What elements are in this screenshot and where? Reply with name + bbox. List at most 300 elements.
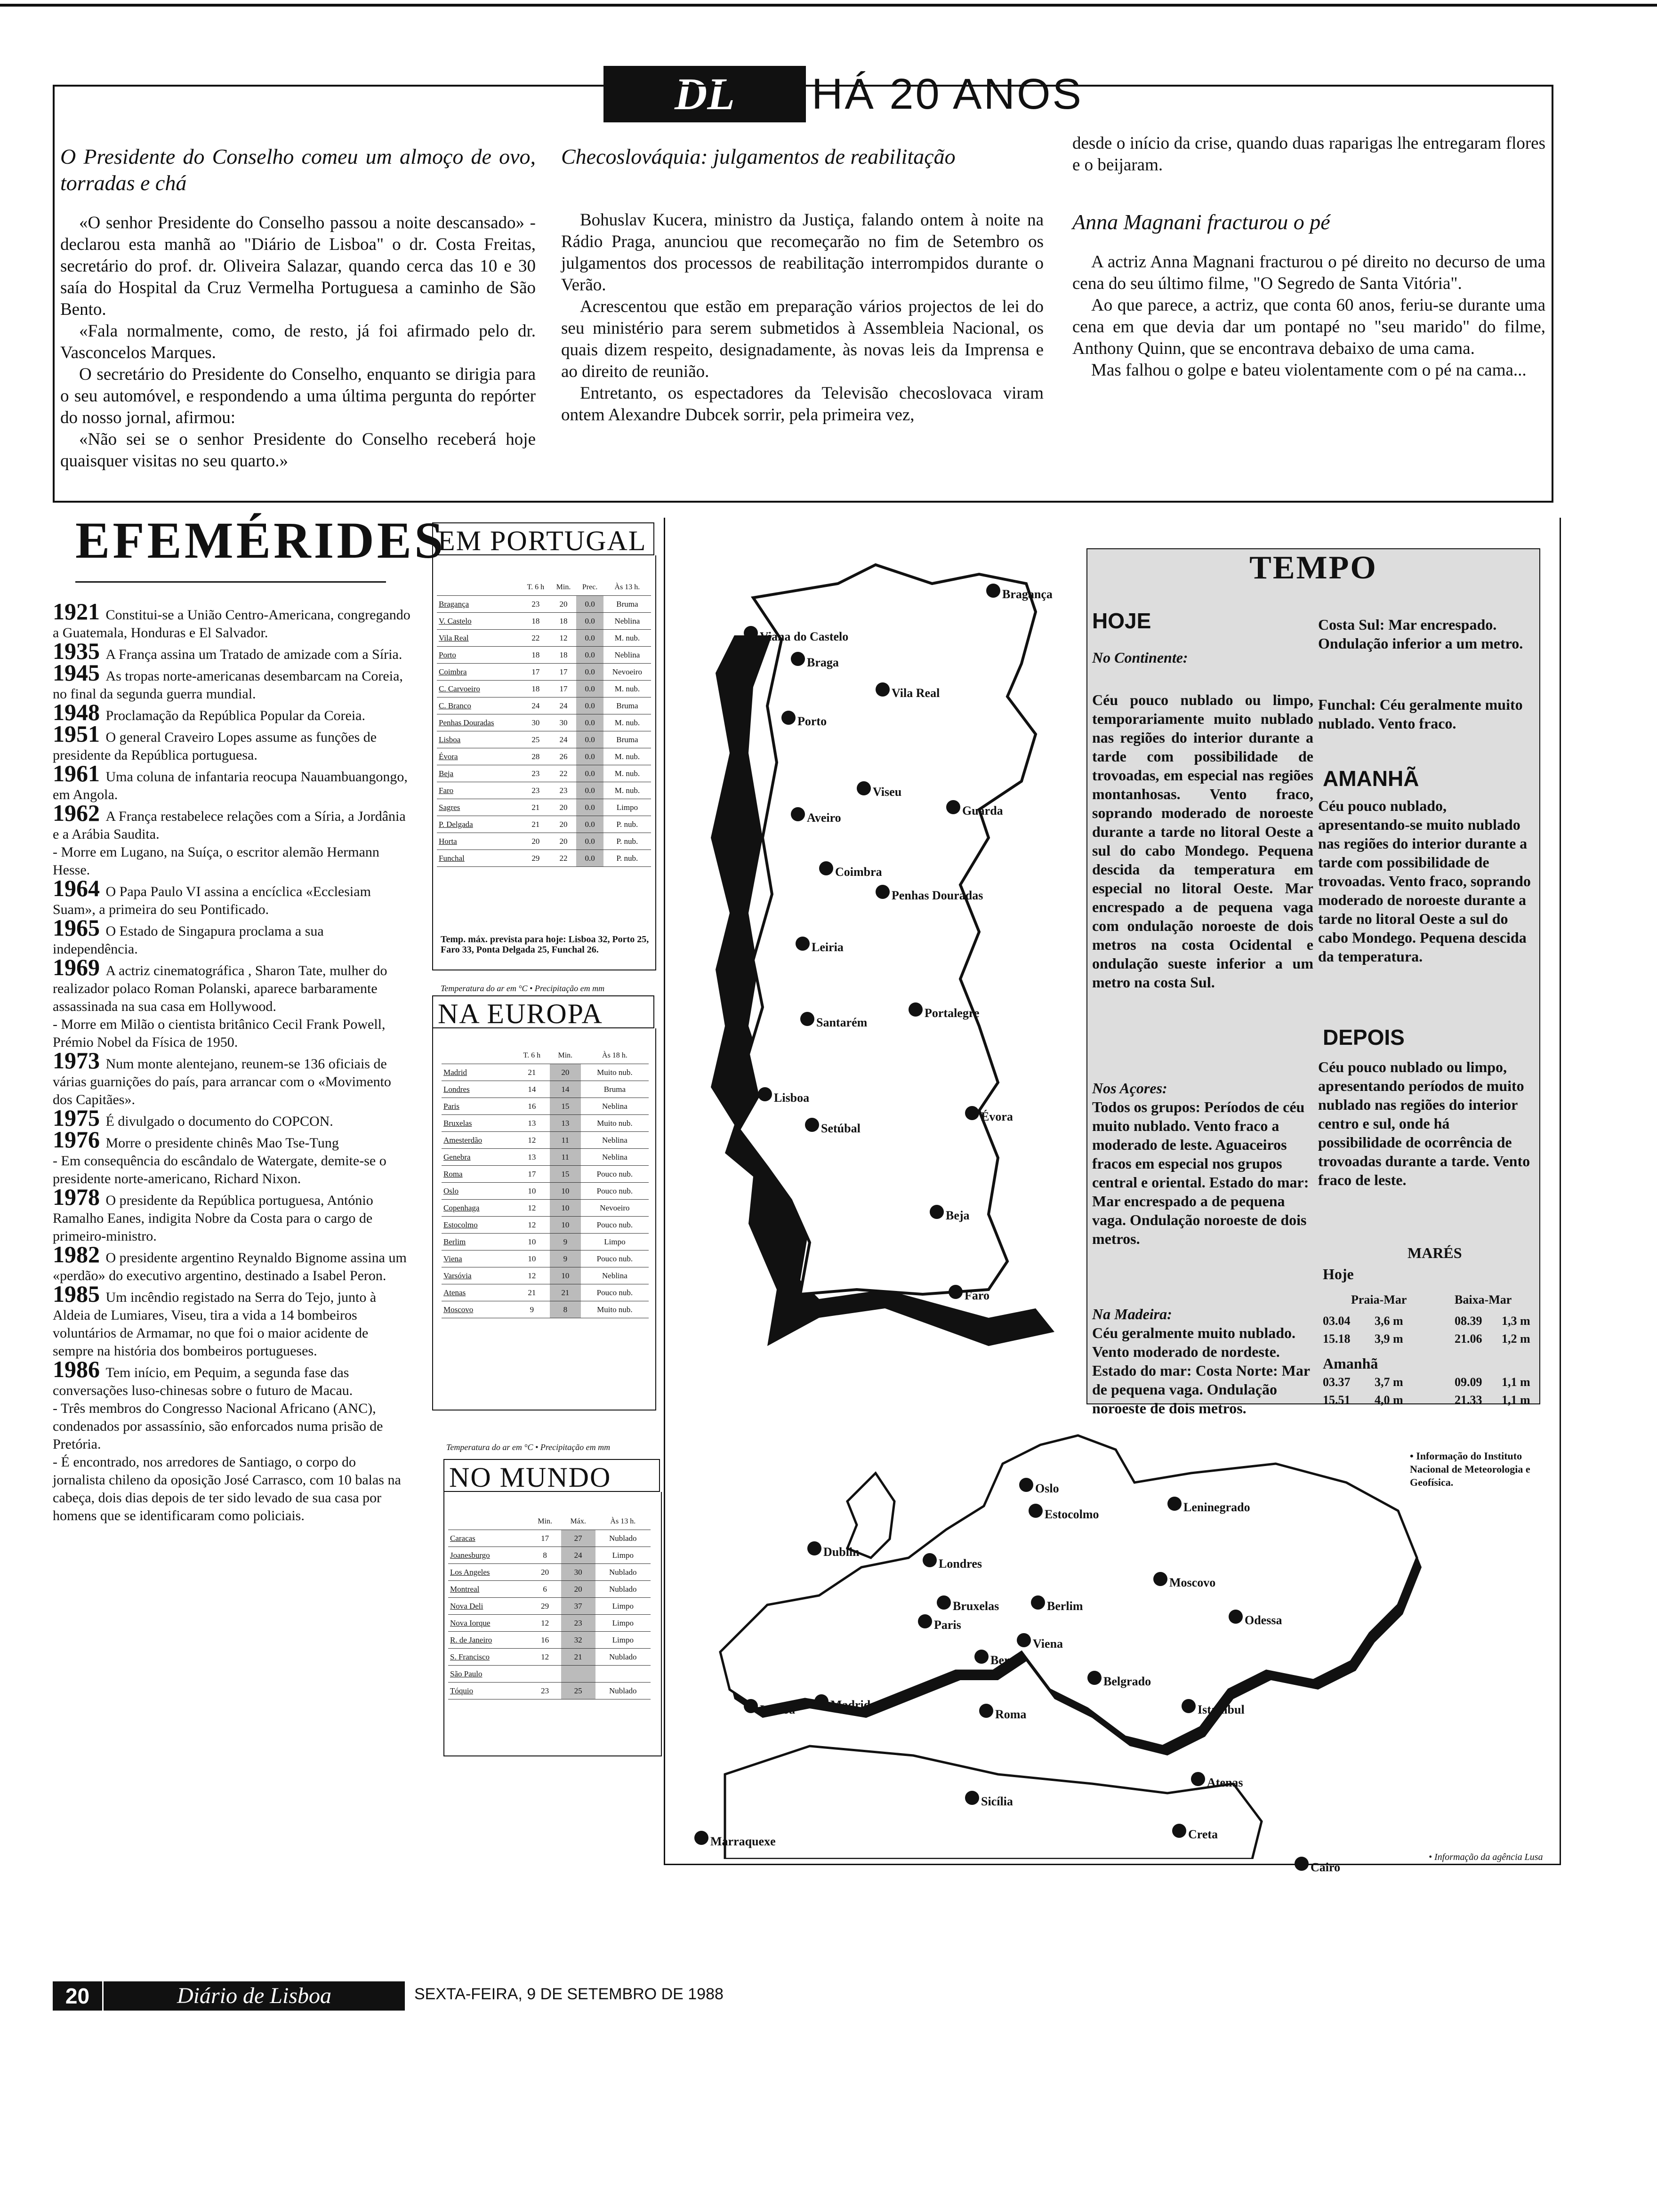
city-marker	[876, 682, 890, 697]
table-value-cell: 24	[551, 697, 577, 714]
table-row	[448, 1615, 651, 1632]
table-value-cell: 0.0	[576, 731, 603, 748]
table-value-cell: 12	[514, 1217, 550, 1234]
table-row	[437, 833, 651, 850]
table-value-cell: 32	[561, 1632, 595, 1649]
city-marker	[758, 1087, 772, 1101]
table-value-cell: M. nub.	[603, 782, 651, 799]
table-value-cell: 0.0	[576, 697, 603, 714]
table-city-cell: Genebra	[442, 1149, 514, 1166]
table-value-cell: 0.0	[576, 799, 603, 816]
table-row	[448, 1632, 651, 1649]
table-row	[442, 1183, 649, 1200]
table-value-cell: 8	[550, 1301, 581, 1318]
efemeride-text: A França assina um Tratado de amizade com a Síria.	[105, 647, 402, 662]
table-value-cell: 0.0	[576, 630, 603, 647]
table-row	[437, 816, 651, 833]
efemeride-text: Morre o presidente chinês Mao Tse-Tung	[105, 1135, 339, 1151]
city-marker	[819, 861, 833, 875]
tempo-madeira-label: Na Madeira:	[1092, 1306, 1172, 1322]
table-city-cell: Tóquio	[448, 1683, 529, 1699]
table-value-cell: Neblina	[581, 1132, 649, 1149]
table-row	[437, 850, 651, 867]
efemeride-year: 1948	[53, 699, 106, 725]
city-marker	[965, 1791, 979, 1805]
tempo-title: TEMPO	[1249, 550, 1377, 586]
city-label: Lisboa	[760, 1703, 796, 1716]
efemeride-year: 1973	[53, 1047, 106, 1074]
table-city-cell: Paris	[442, 1098, 514, 1115]
city-marker	[1087, 1671, 1102, 1685]
city-label: Bruxelas	[953, 1599, 999, 1613]
table-value-cell: 11	[550, 1132, 581, 1149]
table-value-cell: Pouco nub.	[581, 1183, 649, 1200]
dl-logo: DL	[603, 66, 806, 122]
efemeride-item	[53, 1152, 410, 1188]
table-value-cell: 12	[529, 1615, 561, 1632]
table-city-cell: Copenhaga	[442, 1200, 514, 1217]
efemeride-text: Tem início, em Pequim, a segunda fase das conversações luso-chinesas sobre o futuro de Macau.	[53, 1365, 353, 1398]
table-value-cell: 0.0	[576, 850, 603, 867]
table-value-cell: 24	[521, 697, 550, 714]
efemeride-year: 1961	[53, 760, 106, 786]
efemeride-text: Um incêndio registado na Serra do Tejo, junto à Aldeia de Lumiares, Viseu, tira a vida a 14 bombeiros voluntários de Armamar, no que foi o maior acidente de sempre na história dos bombeiros portugueses.	[53, 1290, 377, 1359]
mares-value: 21.33	[1455, 1393, 1482, 1407]
city-marker	[1153, 1572, 1167, 1586]
table-row	[437, 731, 651, 748]
table-value-cell: 21	[514, 1064, 550, 1081]
city-label: Lisboa	[774, 1091, 810, 1105]
em-portugal-header	[432, 522, 654, 555]
agency-credit: • Informação da agência Lusa	[1429, 1852, 1543, 1862]
table-value-cell: 0.0	[576, 647, 603, 664]
efemeride-item	[53, 1400, 410, 1453]
table-row	[437, 613, 651, 630]
table-value-cell: 17	[529, 1530, 561, 1547]
city-marker	[805, 1118, 819, 1132]
table-value-cell: 0.0	[576, 681, 603, 697]
table-value-cell: 18	[551, 613, 577, 630]
table-city-cell: P. Delgada	[437, 816, 521, 833]
efemeride-year: 1951	[53, 721, 106, 747]
table-row	[437, 630, 651, 647]
no-mundo-header	[443, 1459, 660, 1492]
tempo-continente-text: Céu pouco nublado ou limpo, temporariamente muito nublado nas regiões do interior durante a tarde com possibilidade de trovoadas, em especial nas regiões montanhosas. Vento fraco, soprando moderado de noroeste durante a tarde no litoral Oeste a sul do cabo Mondego. Pequena descida da temperatura em especial no litoral Oeste. Mar encrespado a de pequena vaga com ondulação noroeste de dois metros na costa Ocidental e ondulação sueste inferior a um metro na costa Sul.	[1092, 691, 1313, 991]
table-city-cell: Viena	[442, 1250, 514, 1267]
efemeride-item	[53, 1241, 410, 1285]
table-row	[448, 1598, 651, 1615]
table-row	[448, 1649, 651, 1666]
table-header-cell: Às 13 h.	[603, 579, 651, 596]
city-marker	[1029, 1504, 1043, 1518]
table-value-cell: 21	[550, 1284, 581, 1301]
table-value-cell: 20	[529, 1564, 561, 1581]
efemeride-text: As tropas norte-americanas desembarcam na Coreia, no final da segunda guerra mundial.	[53, 668, 403, 702]
table-value-cell: 10	[550, 1183, 581, 1200]
story-paragraph: A actriz Anna Magnani fracturou o pé direito no decurso de uma cena do seu último filme, "O Segredo de Santa Vitória".	[1072, 252, 1545, 293]
table-value-cell: 22	[551, 765, 577, 782]
table-value-cell: 28	[521, 748, 550, 765]
table-city-cell: São Paulo	[448, 1666, 529, 1683]
table-city-cell: R. de Janeiro	[448, 1632, 529, 1649]
table-city-cell: Funchal	[437, 850, 521, 867]
table-value-cell: Bruma	[603, 596, 651, 613]
efemeride-item	[53, 598, 410, 642]
tempo-amanha-text: Céu pouco nublado, apresentando-se muito nublado nas regiões do interior durante a tarde com possibilidade de trovoadas. Vento fraco, soprando moderado de noroeste durante a tarde no litoral Oeste a sul do cabo Mondego. Pequena descida da temperatura.	[1318, 797, 1531, 965]
table-value-cell: 14	[550, 1081, 581, 1098]
table-value-cell: 18	[521, 613, 550, 630]
table-city-cell: Caracas	[448, 1530, 529, 1547]
table-header-cell: Min.	[529, 1513, 561, 1530]
city-marker	[876, 885, 890, 899]
table-value-cell: Limpo	[595, 1632, 651, 1649]
table-value-cell: 12	[529, 1649, 561, 1666]
city-marker	[909, 1002, 923, 1017]
mares-value: 15.18	[1323, 1332, 1351, 1346]
efemeride-year: 1975	[53, 1105, 106, 1131]
city-label: Bragança	[1002, 587, 1053, 601]
city-marker	[814, 1694, 828, 1708]
table-city-cell: Roma	[442, 1166, 514, 1183]
efemeride-year: 1986	[53, 1356, 106, 1382]
table-value-cell: M. nub.	[603, 630, 651, 647]
na-europa-table	[442, 1047, 649, 1318]
table-value-cell: 0.0	[576, 714, 603, 731]
table-city-cell: Porto	[437, 647, 521, 664]
efemeride-text: - Morre em Milão o cientista britânico Cecil Frank Powell, Prémio Nobel da Física de 1950.	[53, 1017, 386, 1050]
table-value-cell: Nevoeiro	[581, 1200, 649, 1217]
table-value-cell: 18	[521, 681, 550, 697]
efemeride-year: 1962	[53, 800, 106, 826]
table-value-cell: 29	[529, 1598, 561, 1615]
mares-value: 15.51	[1323, 1393, 1351, 1407]
table-value-cell: Pouco nub.	[581, 1250, 649, 1267]
table-value-cell: 22	[551, 850, 577, 867]
table-row	[437, 714, 651, 731]
table-value-cell: 16	[529, 1632, 561, 1649]
tempo-madeira-text: Céu geralmente muito nublado. Vento moderado de nordeste. Estado do mar: Costa Norte: Mar de pequena vaga. Ondulação noroeste de dois metros.	[1092, 1324, 1310, 1417]
city-label: Oslo	[1035, 1482, 1059, 1495]
efemeride-item	[53, 638, 410, 664]
city-marker	[923, 1553, 937, 1567]
city-label: Penhas Douradas	[892, 889, 983, 902]
table-value-cell: Nublado	[595, 1683, 651, 1699]
efemeride-item	[53, 1105, 410, 1131]
table-value-cell: M. nub.	[603, 765, 651, 782]
efemeride-text: O presidente da República portuguesa, António Ramalho Eanes, indigita Nobre da Costa para o cargo de primeiro-ministro.	[53, 1193, 373, 1244]
efemeride-item	[53, 699, 410, 725]
tempo-acores-label: Nos Açores:	[1092, 1080, 1167, 1097]
table-city-cell: Atenas	[442, 1284, 514, 1301]
europe-map	[668, 1417, 1469, 1859]
city-marker	[1019, 1478, 1033, 1492]
table-row	[442, 1115, 649, 1132]
city-marker	[694, 1831, 708, 1845]
table-value-cell: 20	[551, 816, 577, 833]
efemeride-text: - Três membros do Congresso Nacional Africano (ANC), condenados por assassínio, são enforcados numa prisão de Pretória.	[53, 1401, 383, 1452]
table-value-cell: 11	[550, 1149, 581, 1166]
table-value-cell: 10	[514, 1250, 550, 1267]
city-marker	[796, 937, 810, 951]
na-europa-header	[432, 995, 654, 1028]
efemerides-list	[53, 598, 410, 1525]
table-value-cell	[561, 1666, 595, 1683]
table-city-cell: Berlim	[442, 1234, 514, 1250]
table-value-cell: 0.0	[576, 833, 603, 850]
table-row	[437, 765, 651, 782]
city-marker	[744, 1699, 758, 1713]
table-value-cell: Pouco nub.	[581, 1166, 649, 1183]
table-value-cell: Neblina	[581, 1267, 649, 1284]
story-paragraph: Mas falhou o golpe e bateu violentamente com o pé na cama...	[1091, 361, 1527, 380]
table-city-cell: Joanesburgo	[448, 1547, 529, 1564]
city-marker	[857, 781, 871, 795]
em-portugal-note: Temp. máx. prevista para hoje: Lisboa 32, Porto 25, Faro 33, Ponta Delgada 25, Funchal 26.	[441, 934, 649, 955]
city-label: Viseu	[873, 785, 902, 799]
table-value-cell: 12	[514, 1267, 550, 1284]
mares-value: 3,7 m	[1375, 1375, 1403, 1389]
city-marker	[979, 1704, 993, 1718]
table-value-cell: 20	[550, 1064, 581, 1081]
efemeride-item	[53, 1047, 410, 1109]
efemeride-text: A França restabelece relações com a Síria, a Jordânia e a Arábia Saudita.	[53, 809, 406, 842]
table-row	[448, 1683, 651, 1699]
table-row	[448, 1581, 651, 1598]
table-value-cell: 20	[551, 799, 577, 816]
table-value-cell: 10	[550, 1200, 581, 1217]
city-label: Guarda	[962, 804, 1003, 817]
table-city-cell: Vila Real	[437, 630, 521, 647]
table-value-cell: 12	[514, 1132, 550, 1149]
story-checoslovaquia	[561, 144, 1044, 426]
efemeride-text: Constitui-se a União Centro-Americana, congregando a Guatemala, Honduras e El Salvador.	[53, 607, 410, 641]
table-value-cell: 9	[550, 1250, 581, 1267]
mares-label: MARÉS	[1408, 1244, 1462, 1261]
portugal-map	[697, 555, 1073, 1388]
table-value-cell: 0.0	[576, 596, 603, 613]
city-marker	[1182, 1699, 1196, 1713]
efemeride-text: O presidente argentino Reynaldo Bignome assina um «perdão» do executivo argentino, destinado a Isabel Peron.	[53, 1250, 407, 1283]
table-city-cell: Nova Deli	[448, 1598, 529, 1615]
city-marker	[1172, 1824, 1186, 1838]
table-value-cell: 17	[514, 1166, 550, 1183]
city-label: Roma	[995, 1707, 1027, 1721]
story-magnani	[1072, 133, 1545, 381]
efemeride-year: 1982	[53, 1241, 106, 1267]
city-marker	[937, 1595, 951, 1610]
table-value-cell: 21	[521, 816, 550, 833]
table-header-cell	[437, 579, 521, 596]
tempo-depois-label: DEPOIS	[1323, 1025, 1405, 1050]
city-label: Viana do Castelo	[760, 630, 849, 643]
footer-date: SEXTA-FEIRA, 9 DE SETEMBRO DE 1988	[414, 1985, 724, 2003]
table-city-cell: C. Branco	[437, 697, 521, 714]
table-row	[442, 1149, 649, 1166]
efemeride-text: O Papa Paulo VI assina a encíclica «Ecclesiam Suam», a primeira do seu Pontificado.	[53, 884, 371, 917]
table-header-cell: Às 18 h.	[581, 1047, 649, 1064]
efemeride-text: - Morre em Lugano, na Suíça, o escritor alemão Hermann Hesse.	[53, 844, 379, 878]
efemeride-item	[53, 954, 410, 1016]
efemeride-text: O Estado de Singapura proclama a sua independência.	[53, 923, 324, 957]
table-value-cell: 30	[521, 714, 550, 731]
efemeride-year: 1935	[53, 638, 106, 664]
table-row	[437, 748, 651, 765]
city-marker	[807, 1541, 821, 1555]
table-value-cell: 23	[521, 765, 550, 782]
mares-value: 1,2 m	[1502, 1332, 1530, 1346]
table-row	[442, 1250, 649, 1267]
table-city-cell: Montreal	[448, 1581, 529, 1598]
efemeride-item	[53, 800, 410, 843]
story-title: Anna Magnani fracturou o pé	[1072, 210, 1330, 234]
table-value-cell: 8	[529, 1547, 561, 1564]
efemeride-item	[53, 760, 410, 804]
table-value-cell: M. nub.	[603, 714, 651, 731]
table-value-cell: Nublado	[595, 1649, 651, 1666]
efemeride-item	[53, 1453, 410, 1525]
city-label: Paris	[934, 1618, 961, 1632]
table-value-cell: 14	[514, 1081, 550, 1098]
table-value-cell: 0.0	[576, 782, 603, 799]
efemeride-text: Proclamação da República Popular da Coreia.	[105, 708, 365, 723]
efemeride-item	[53, 914, 410, 958]
table-value-cell: Neblina	[603, 613, 651, 630]
no-mundo-title: NO MUNDO	[449, 1462, 611, 1493]
table-value-cell: Neblina	[581, 1098, 649, 1115]
table-value-cell: Muito nub.	[581, 1064, 649, 1081]
table-value-cell: 20	[551, 596, 577, 613]
table-value-cell: 17	[551, 681, 577, 697]
city-label: Faro	[965, 1289, 989, 1302]
table-value-cell: Bruma	[603, 697, 651, 714]
city-label: Porto	[797, 714, 827, 728]
paper-name: Diário de Lisboa	[104, 1981, 405, 2011]
table-row	[437, 647, 651, 664]
efemeride-year: 1965	[53, 914, 106, 941]
table-city-cell: Faro	[437, 782, 521, 799]
table-header-cell: Às 13 h.	[595, 1513, 651, 1530]
table-value-cell: 10	[550, 1267, 581, 1284]
table-header-cell	[448, 1513, 529, 1530]
em-portugal-footer: Temperatura do ar em °C • Precipitação em mm	[441, 984, 605, 993]
efemerides-title-text: EFEMÉRIDES	[75, 512, 446, 569]
table-value-cell: 20	[551, 833, 577, 850]
table-city-cell: S. Francisco	[448, 1649, 529, 1666]
city-label: Atenas	[1207, 1776, 1243, 1789]
table-value-cell: Limpo	[581, 1234, 649, 1250]
city-marker	[974, 1650, 989, 1664]
city-label: Santarém	[816, 1016, 868, 1029]
story-salazar	[60, 144, 536, 472]
table-city-cell: Horta	[437, 833, 521, 850]
table-city-cell: C. Carvoeiro	[437, 681, 521, 697]
table-value-cell: Muito nub.	[581, 1115, 649, 1132]
table-value-cell: 6	[529, 1581, 561, 1598]
mares-value: 08.39	[1455, 1314, 1482, 1328]
efemeride-year: 1985	[53, 1281, 106, 1307]
tempo-hoje-label: HOJE	[1092, 609, 1151, 633]
table-value-cell: Neblina	[581, 1149, 649, 1166]
table-value-cell: 17	[551, 664, 577, 681]
city-label: Coimbra	[835, 865, 882, 879]
efemeride-item	[53, 1281, 410, 1360]
city-label: Sicília	[981, 1795, 1013, 1808]
efemeride-item	[53, 1126, 410, 1153]
table-row	[442, 1267, 649, 1284]
table-value-cell: 24	[561, 1547, 595, 1564]
efemeride-text: Uma coluna de infantaria reocupa Nauambuangongo, em Angola.	[53, 769, 408, 802]
table-city-cell: Évora	[437, 748, 521, 765]
table-value-cell: 21	[521, 799, 550, 816]
table-city-cell: Amesterdão	[442, 1132, 514, 1149]
table-header-cell: Min.	[550, 1047, 581, 1064]
table-value-cell: 23	[551, 782, 577, 799]
city-label: Portalegre	[925, 1006, 980, 1020]
city-label: Vila Real	[892, 686, 940, 700]
city-marker	[1167, 1497, 1182, 1511]
table-value-cell: 26	[551, 748, 577, 765]
table-row	[442, 1132, 649, 1149]
efemeride-text: É divulgado o documento do COPCON.	[105, 1114, 333, 1129]
table-value-cell: 21	[561, 1649, 595, 1666]
table-value-cell: 0.0	[576, 613, 603, 630]
city-marker	[946, 800, 960, 814]
tempo-amanha-label: AMANHÃ	[1323, 766, 1419, 791]
efemeride-text: - É encontrado, nos arredores de Santiago, o corpo do jornalista chileno da oposição José Carrasco, com 10 balas na cabeça, dois dias depois de ter sido levado de sua casa por homens que se identificaram como policiais.	[53, 1454, 401, 1523]
story-paragraph: Ao que parece, a actriz, que conta 60 anos, feriu-se durante uma cena em que devia dar um pontapé no "seu marido" do filme, Anthony Quinn, que se encontrava debaixo de uma cama.	[1072, 296, 1545, 358]
city-marker	[918, 1614, 932, 1628]
table-value-cell: 25	[561, 1683, 595, 1699]
table-value-cell	[529, 1666, 561, 1683]
city-label: Beja	[946, 1209, 970, 1222]
mares-value: 09.09	[1455, 1375, 1482, 1389]
top-border-rule	[0, 4, 1657, 7]
mares-value: 4,0 m	[1375, 1393, 1403, 1407]
table-value-cell: 10	[550, 1217, 581, 1234]
table-row	[437, 782, 651, 799]
table-value-cell: 17	[521, 664, 550, 681]
table-value-cell: 0.0	[576, 748, 603, 765]
table-value-cell: 25	[521, 731, 550, 748]
table-value-cell: Nublado	[595, 1581, 651, 1598]
table-city-cell: Penhas Douradas	[437, 714, 521, 731]
city-marker	[1229, 1610, 1243, 1624]
table-value-cell: P. nub.	[603, 850, 651, 867]
table-row	[442, 1301, 649, 1318]
table-value-cell: 0.0	[576, 765, 603, 782]
table-value-cell: 15	[550, 1166, 581, 1183]
efemeride-item	[53, 659, 410, 703]
table-row	[442, 1064, 649, 1081]
story-paragraph: «O senhor Presidente do Conselho passou a noite descansado» - declarou esta manhã ao "Diário de Lisboa" o dr. Costa Freitas, secretário do prof. dr. Oliveira Salazar, quando cerca das 10 e 30 saía do Hospital da Cruz Vermelha Portuguesa a caminho de São Bento.	[60, 213, 536, 319]
table-value-cell: Limpo	[595, 1598, 651, 1615]
table-value-cell: 15	[550, 1098, 581, 1115]
mares-hoje-label: Hoje	[1323, 1266, 1354, 1282]
table-city-cell: Sagres	[437, 799, 521, 816]
mares-value: 1,3 m	[1502, 1314, 1530, 1328]
city-marker	[930, 1205, 944, 1219]
mares-col-praia: Praia-Mar	[1351, 1293, 1407, 1306]
table-value-cell: 20	[561, 1581, 595, 1598]
city-label: Leninegrado	[1183, 1500, 1250, 1514]
city-marker	[949, 1285, 963, 1299]
city-marker	[1191, 1772, 1205, 1786]
mares-value: 1,1 m	[1502, 1393, 1530, 1407]
table-city-cell: Lisboa	[437, 731, 521, 748]
table-value-cell: Nublado	[595, 1530, 651, 1547]
city-label: Madrid	[830, 1698, 871, 1712]
city-label: Dublin	[823, 1545, 860, 1559]
